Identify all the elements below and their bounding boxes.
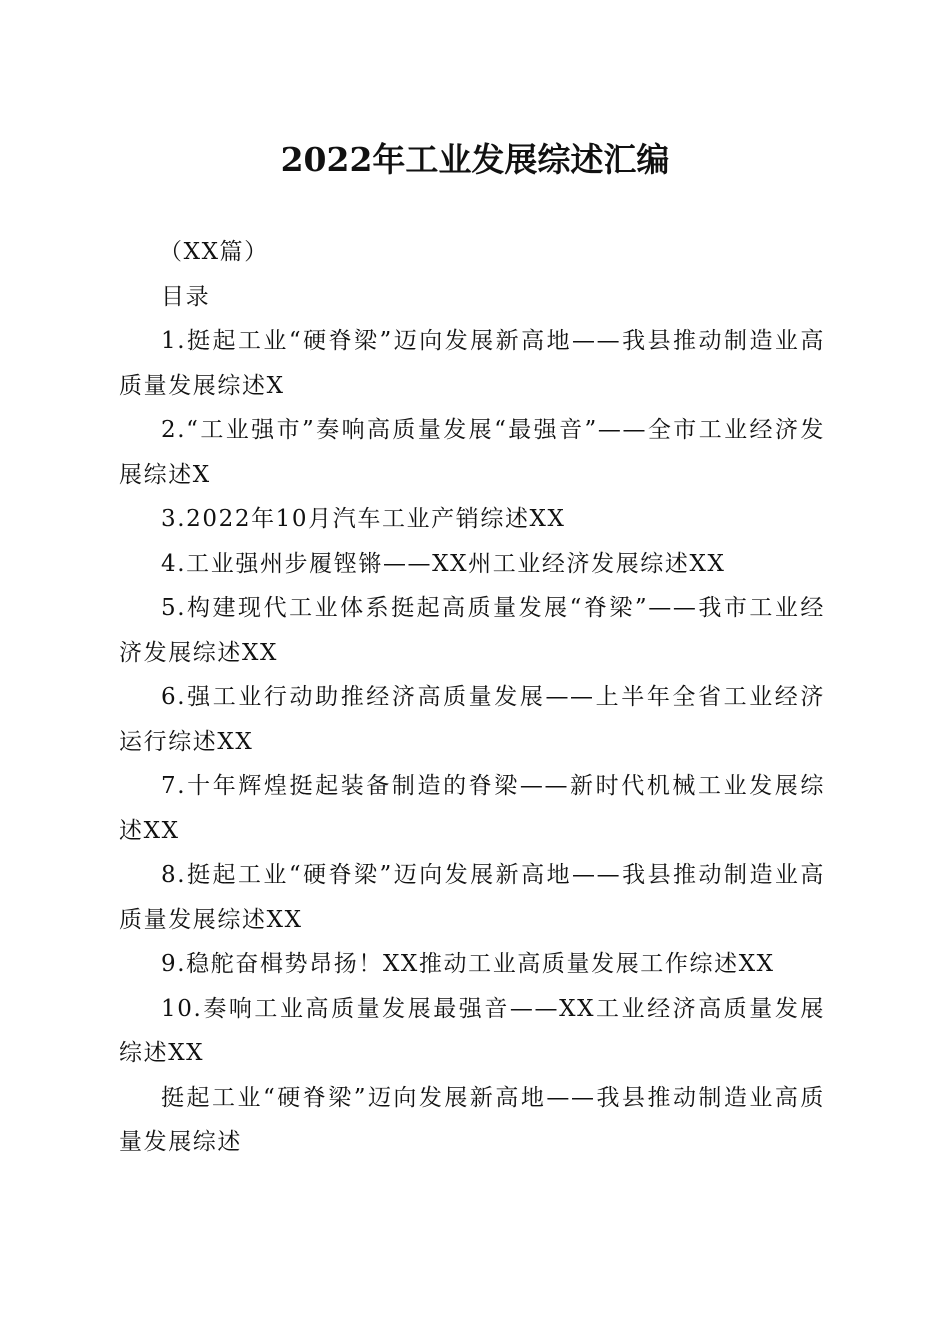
section-heading: 挺起工业“硬脊梁”迈向发展新高地——我县推动制造业高质量发展综述 — [119, 1084, 825, 1155]
toc-heading: 目录 — [161, 283, 211, 310]
toc-item: 6.强工业行动助推经济高质量发展——上半年全省工业经济运行综述XX — [119, 684, 825, 755]
toc-item: 8.挺起工业“硬脊梁”迈向发展新高地——我县推动制造业高质量发展综述XX — [119, 862, 825, 933]
toc-item: 1.挺起工业“硬脊梁”迈向发展新高地——我县推动制造业高质量发展综述X — [119, 328, 825, 399]
toc-item: 7.十年辉煌挺起装备制造的脊梁——新时代机械工业发展综述XX — [119, 773, 825, 844]
toc-item: 2.“工业强市”奏响高质量发展“最强音”——全市工业经济发展综述X — [119, 417, 825, 488]
toc-item: 4.工业强州步履铿锵——XX州工业经济发展综述XX — [161, 550, 726, 577]
toc-item: 3.2022年10月汽车工业产销综述XX — [161, 506, 566, 532]
toc-item: 9.稳舵奋楫势昂扬！XX推动工业高质量发展工作综述XX — [161, 951, 775, 977]
toc-item: 10.奏响工业高质量发展最强音——XX工业经济高质量发展综述XX — [119, 995, 825, 1066]
document-subtitle: （XX篇） — [159, 239, 269, 265]
toc-item: 5.构建现代工业体系挺起高质量发展“脊梁”——我市工业经济发展综述XX — [119, 595, 825, 666]
document-body — [119, 230, 825, 1165]
document-title: 2022年工业发展综述汇编 — [280, 140, 670, 179]
